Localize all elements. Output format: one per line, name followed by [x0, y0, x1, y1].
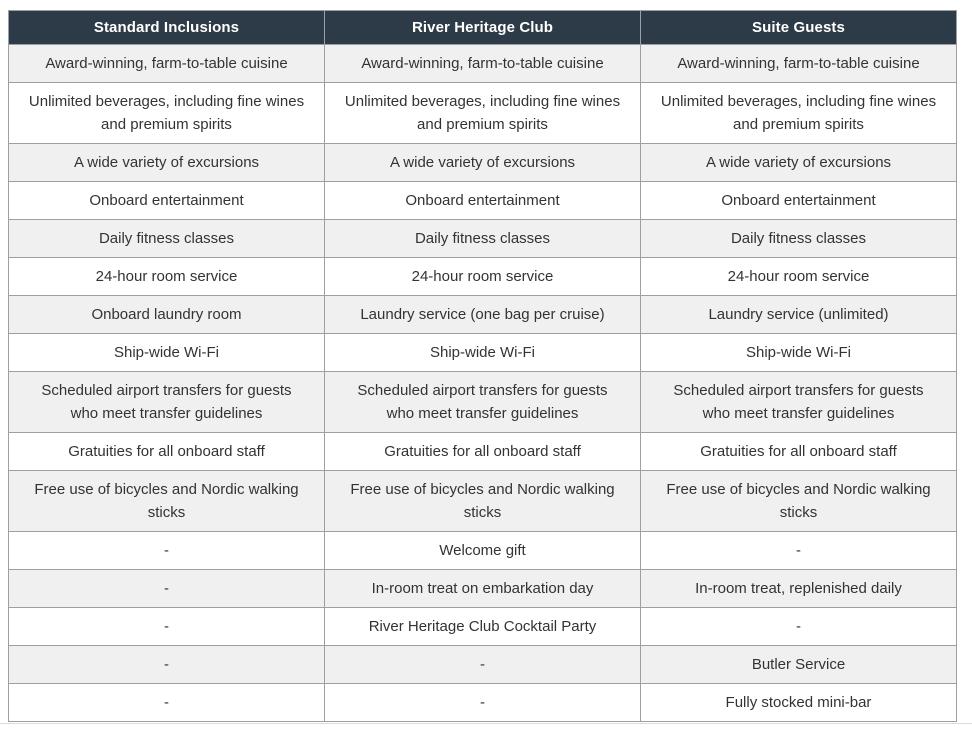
table-row: [9, 433, 957, 471]
column-header-standard-inclusions: Standard Inclusions: [9, 11, 325, 45]
table-row: [9, 258, 957, 296]
table-cell: Free use of bicycles and Nordic walking sticks: [641, 471, 957, 532]
table-row: [9, 532, 957, 570]
table-cell: A wide variety of excursions: [641, 144, 957, 182]
table-cell: Gratuities for all onboard staff: [9, 433, 325, 471]
table-cell: -: [9, 684, 325, 722]
table-cell: Ship-wide Wi-Fi: [641, 334, 957, 372]
table-cell: Award-winning, farm-to-table cuisine: [9, 45, 325, 83]
table-cell: Unlimited beverages, including fine wines and premium spirits: [641, 83, 957, 144]
table-cell: Onboard entertainment: [641, 182, 957, 220]
table-cell: A wide variety of excursions: [325, 144, 641, 182]
table-cell: -: [9, 570, 325, 608]
table-cell: Daily fitness classes: [9, 220, 325, 258]
table-cell: Onboard laundry room: [9, 296, 325, 334]
table-cell: -: [325, 646, 641, 684]
page-bottom-divider: [0, 723, 972, 724]
table-cell: Scheduled airport transfers for guests who meet transfer guidelines: [641, 372, 957, 433]
table-row: [9, 220, 957, 258]
column-header-suite-guests: Suite Guests: [641, 11, 957, 45]
table-cell: Gratuities for all onboard staff: [325, 433, 641, 471]
table-cell: River Heritage Club Cocktail Party: [325, 608, 641, 646]
table-cell: Fully stocked mini-bar: [641, 684, 957, 722]
table-cell: Unlimited beverages, including fine wines and premium spirits: [9, 83, 325, 144]
table-cell: A wide variety of excursions: [9, 144, 325, 182]
table-row: [9, 471, 957, 532]
table-header-row: [9, 11, 957, 45]
table-cell: -: [641, 532, 957, 570]
table-cell: -: [9, 532, 325, 570]
table-cell: Gratuities for all onboard staff: [641, 433, 957, 471]
table-cell: Butler Service: [641, 646, 957, 684]
table-cell: In-room treat, replenished daily: [641, 570, 957, 608]
table-cell: Free use of bicycles and Nordic walking sticks: [325, 471, 641, 532]
table-cell: In-room treat on embarkation day: [325, 570, 641, 608]
table-row: [9, 608, 957, 646]
table-row: [9, 144, 957, 182]
table-cell: Scheduled airport transfers for guests who meet transfer guidelines: [325, 372, 641, 433]
table-cell: Unlimited beverages, including fine wines and premium spirits: [325, 83, 641, 144]
table-row: [9, 83, 957, 144]
table-cell: Laundry service (one bag per cruise): [325, 296, 641, 334]
table-cell: -: [9, 608, 325, 646]
table-cell: Scheduled airport transfers for guests who meet transfer guidelines: [9, 372, 325, 433]
table-cell: Ship-wide Wi-Fi: [325, 334, 641, 372]
table-cell: Award-winning, farm-to-table cuisine: [641, 45, 957, 83]
column-header-river-heritage-club: River Heritage Club: [325, 11, 641, 45]
table-row: [9, 570, 957, 608]
table-row: [9, 182, 957, 220]
table-row: [9, 684, 957, 722]
table-cell: Laundry service (unlimited): [641, 296, 957, 334]
table-cell: 24-hour room service: [641, 258, 957, 296]
table-row: [9, 372, 957, 433]
table-cell: 24-hour room service: [325, 258, 641, 296]
table-row: [9, 646, 957, 684]
table-cell: Free use of bicycles and Nordic walking sticks: [9, 471, 325, 532]
inclusions-comparison-table: [8, 10, 957, 722]
table-header: [9, 11, 957, 45]
table-row: [9, 334, 957, 372]
table-cell: 24-hour room service: [9, 258, 325, 296]
table-row: [9, 296, 957, 334]
table-cell: Award-winning, farm-to-table cuisine: [325, 45, 641, 83]
table-cell: -: [641, 608, 957, 646]
table-body: [9, 45, 957, 722]
table-cell: Onboard entertainment: [325, 182, 641, 220]
table-cell: Onboard entertainment: [9, 182, 325, 220]
table-cell: Welcome gift: [325, 532, 641, 570]
table-cell: Daily fitness classes: [641, 220, 957, 258]
table-cell: -: [9, 646, 325, 684]
table-cell: Daily fitness classes: [325, 220, 641, 258]
table-cell: -: [325, 684, 641, 722]
table-cell: Ship-wide Wi-Fi: [9, 334, 325, 372]
table-row: [9, 45, 957, 83]
